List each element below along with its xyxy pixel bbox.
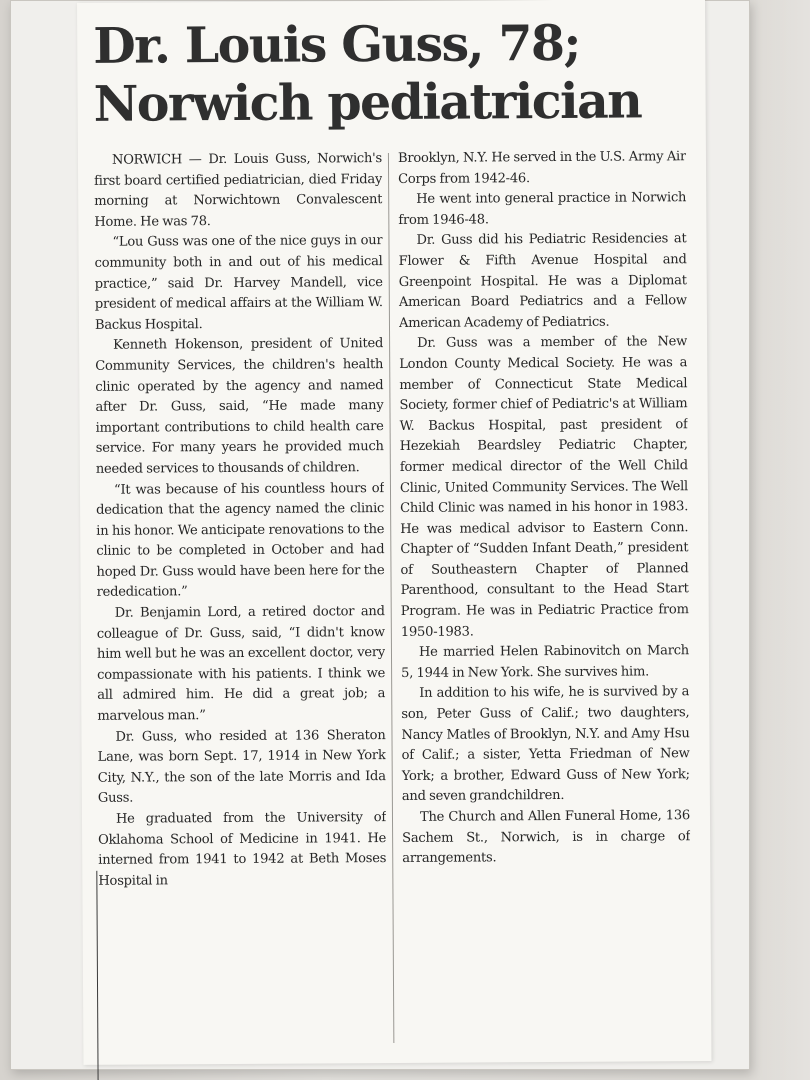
newspaper-clipping (77, 0, 711, 1065)
paragraph: He graduated from the University of Oklahoma School of Medicine in 1941. He interned from 1941 to 1942 at Beth Moses Hospital in (98, 810, 387, 889)
article-body (94, 147, 699, 1051)
paragraph: Brooklyn, N.Y. He served in the U.S. Army Air Corps from 1942-46. (397, 149, 687, 187)
paragraph: Dr. Benjamin Lord, a retired doctor and colleague of Dr. Guss, said, “I didn't know him well but he was an excellent doctor, very compassionate with his patients. I think we all admired him. He did a great job; a marvelous man.” (96, 604, 386, 724)
plastic-sleeve (10, 0, 750, 1070)
paragraph: Kenneth Hokenson, president of United Community Services, the children's health clinic operated by the agency and named after Dr. Guss, said, “He made many important contributions to child health care service. For many years he provided much needed services to thousands of children. (95, 336, 384, 477)
light-reflection (748, 0, 810, 1080)
paragraph: “It was because of his countless hours of dedication that the agency named the clinic in his honor. We anticipate renovations to the clinic to be completed in October and had hoped Dr. Guss would have been here for the rededication.” (96, 480, 385, 601)
headline-line-2: Norwich pediatrician (93, 71, 642, 133)
paragraph: In addition to his wife, he is survived by a son, Peter Guss of Calif.; two daughters, Nancy Matles of Brooklyn, N.Y. and Amy Hsu of Calif.; a sister, Yetta Friedman of New York; a brother, Edward Guss of New York; and seven grandchildren. (401, 684, 690, 805)
paragraph: He went into general practice in Norwich from 1946-48. (398, 190, 687, 228)
right-column (398, 147, 691, 1049)
paragraph: Dr. Guss did his Pediatric Residencies at Flower & Fifth Avenue Hospital and Greenpoint Hospital. He was a Diplomat American Board Pediatrics and a Fellow American Academy of Pediatrics. (398, 231, 687, 331)
paragraph: He married Helen Rabinovitch on March 5, 1944 in New York. She survives him. (401, 643, 690, 681)
left-column (94, 149, 387, 1051)
obituary-headline (93, 13, 694, 133)
column-divider (388, 153, 394, 1043)
paragraph: NORWICH — Dr. Louis Guss, Norwich's first board certified pediatrician, died Friday morning at Norwichtown Convalescent Home. He was 78. (94, 151, 383, 230)
paragraph: “Lou Guss was one of the nice guys in our community both in and out of his medical practice,” said Dr. Harvey Mandell, vice president of medical affairs at the William W. Backus Hospital. (94, 233, 383, 333)
paragraph: Dr. Guss, who resided at 136 Sheraton Lane, was born Sept. 17, 1914 in New York City, N.Y., the son of the late Morris and Ida Guss. (97, 727, 386, 807)
paragraph: Dr. Guss was a member of the New London County Medical Society. He was a member of Connecticut State Medical Society, former chief of Pediatric's at William W. Backus Hospital, past president of Hezekiah Beardsley Pediatric Chapter, former medical director of the Well Child Clinic, United Community Services. The Well Child Clinic was named in his honor in 1983. He was medical advisor to Eastern Conn. Chapter of “Sudden Infant Death,” president of Southeastern Chapter of Planned Parenthood, consultant to the Head Start Program. He was in Pediatric Practice from 1950-1983. (399, 334, 689, 640)
paragraph: The Church and Allen Funeral Home, 136 Sachem St., Norwich, is in charge of arrangements. (402, 808, 691, 867)
headline-line-1: Dr. Louis Guss, 78; (93, 13, 581, 75)
